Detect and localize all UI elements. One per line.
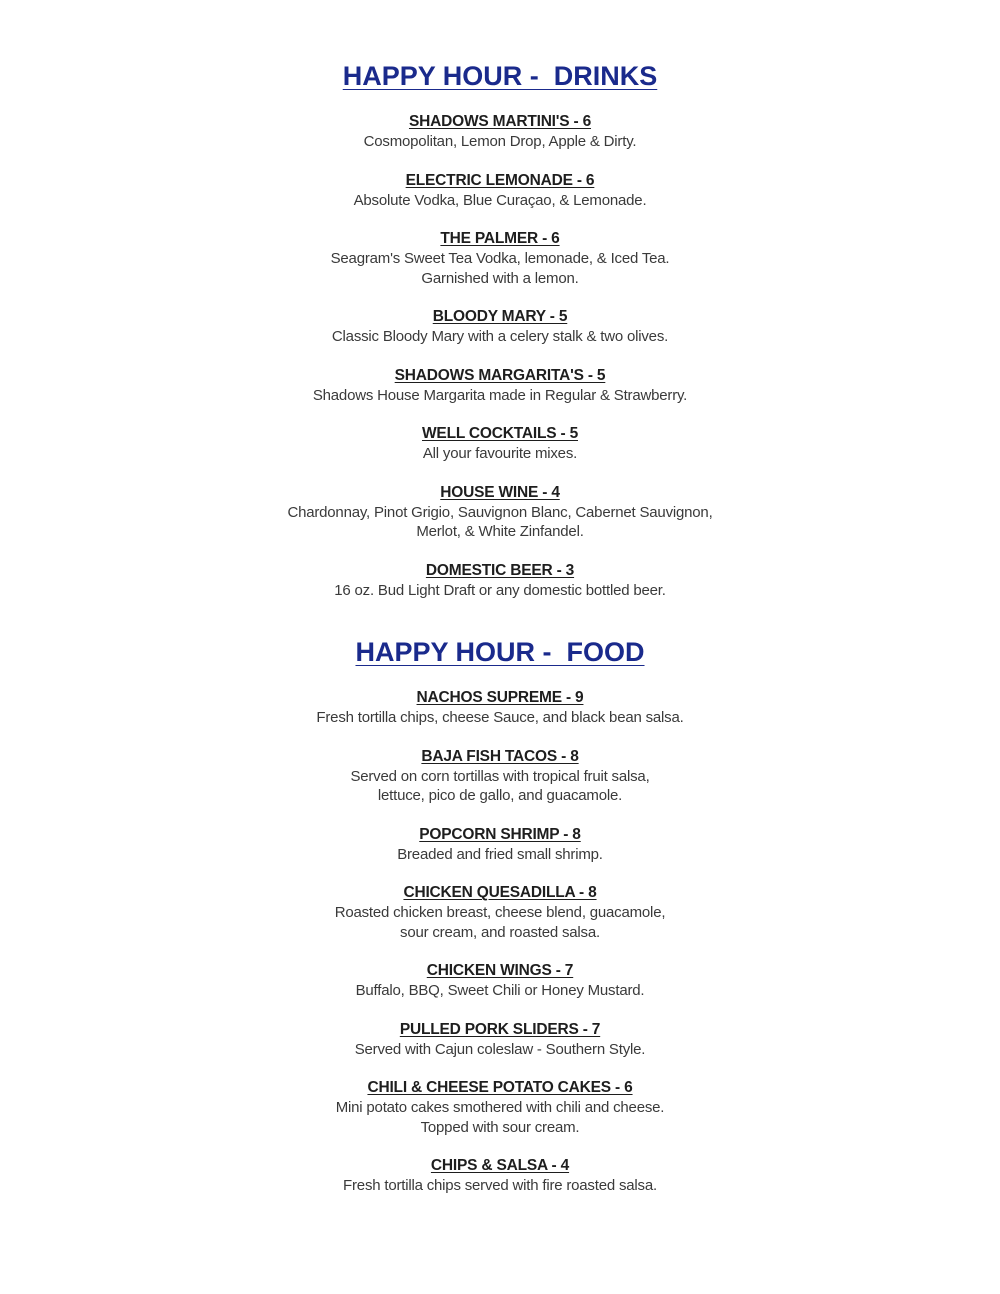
menu-item-title: SHADOWS MARTINI'S - 6	[408, 113, 592, 130]
menu-item	[0, 307, 1000, 347]
menu-item	[0, 483, 1000, 542]
menu-item	[0, 825, 1000, 865]
menu-item	[0, 112, 1000, 152]
menu-item	[0, 883, 1000, 942]
description-line: Buffalo, BBQ, Sweet Chili or Honey Mustard.	[355, 982, 645, 999]
menu-item	[0, 561, 1000, 601]
description-line: Shadows House Margarita made in Regular & Strawberry.	[312, 386, 688, 404]
menu-item-title: WELL COCKTAILS - 5	[422, 425, 578, 442]
menu-item	[0, 366, 1000, 406]
description-line: Chardonnay, Pinot Grigio, Sauvignon Blanc, Cabernet Sauvignon,	[287, 503, 713, 521]
menu-item-title: POPCORN SHRIMP - 8	[419, 825, 581, 843]
description-line: Served with Cajun coleslaw - Southern Style.	[354, 1040, 646, 1058]
description-line: Mini potato cakes smothered with chili and cheese.	[335, 1099, 665, 1116]
food-section-title: HAPPY HOUR - FOOD	[355, 637, 645, 667]
menu-item-title: DOMESTIC BEER - 3	[425, 561, 575, 579]
menu-item-title: SHADOWS MARGARITA'S - 5	[394, 366, 606, 384]
menu-item-description	[0, 191, 1000, 211]
description-line: Served on corn tortillas with tropical fruit salsa,	[350, 767, 650, 785]
menu-item-title: THE PALMER - 6	[440, 230, 560, 247]
menu-item	[0, 424, 1000, 464]
menu-item-description	[0, 767, 1000, 806]
drinks-section	[0, 58, 1000, 600]
description-line: Classic Bloody Mary with a celery stalk & two olives.	[331, 328, 669, 345]
menu-item-title: CHICKEN QUESADILLA - 8	[403, 884, 597, 901]
drinks-section-title: HAPPY HOUR - DRINKS	[342, 61, 658, 91]
menu-item-description	[0, 981, 1000, 1001]
menu-item	[0, 1156, 1000, 1196]
menu-item-description	[0, 845, 1000, 865]
menu-item-title: ELECTRIC LEMONADE - 6	[405, 171, 595, 189]
menu-item	[0, 1078, 1000, 1137]
menu-item-description	[0, 249, 1000, 288]
food-item-list	[0, 688, 1000, 1196]
menu-item-title: BLOODY MARY - 5	[432, 308, 568, 325]
menu-item-description	[0, 1098, 1000, 1137]
description-line: All your favourite mixes.	[422, 445, 578, 462]
menu-item-description	[0, 1040, 1000, 1060]
description-line: Roasted chicken breast, cheese blend, guacamole,	[334, 904, 666, 921]
menu-item-description	[0, 386, 1000, 406]
menu-item	[0, 229, 1000, 288]
menu-item-title: BAJA FISH TACOS - 8	[421, 747, 579, 765]
drinks-item-list	[0, 112, 1000, 600]
description-line: lettuce, pico de gallo, and guacamole.	[377, 787, 623, 804]
menu-item-description	[0, 581, 1000, 601]
menu-item	[0, 688, 1000, 728]
menu-item-title: HOUSE WINE - 4	[440, 483, 560, 501]
description-line: Absolute Vodka, Blue Curaçao, & Lemonade.	[353, 191, 647, 209]
menu-item-title: PULLED PORK SLIDERS - 7	[399, 1020, 601, 1038]
menu-item-title: CHICKEN WINGS - 7	[426, 962, 574, 979]
description-line: Breaded and fried small shrimp.	[397, 845, 603, 863]
menu-item	[0, 961, 1000, 1001]
description-line: Garnished with a lemon.	[421, 269, 579, 287]
description-line: Merlot, & White Zinfandel.	[416, 523, 584, 540]
description-line: 16 oz. Bud Light Draft or any domestic bottled beer.	[334, 581, 666, 599]
food-section	[0, 634, 1000, 1196]
description-line: Cosmopolitan, Lemon Drop, Apple & Dirty.	[363, 133, 637, 150]
menu-item-description	[0, 327, 1000, 347]
description-line: Seagram's Sweet Tea Vodka, lemonade, & Iced Tea.	[330, 250, 670, 267]
description-line: sour cream, and roasted salsa.	[400, 923, 600, 941]
menu-item	[0, 1020, 1000, 1060]
menu-item-description	[0, 1176, 1000, 1196]
menu-item-title: CHIPS & SALSA - 4	[430, 1157, 570, 1174]
menu-item-description	[0, 132, 1000, 152]
menu-item-title: NACHOS SUPREME - 9	[416, 689, 584, 706]
menu-item-description	[0, 708, 1000, 728]
description-line: Topped with sour cream.	[420, 1118, 580, 1136]
menu-item	[0, 171, 1000, 211]
description-line: Fresh tortilla chips, cheese Sauce, and black bean salsa.	[316, 709, 684, 726]
menu-item-description	[0, 903, 1000, 942]
description-line: Fresh tortilla chips served with fire roasted salsa.	[343, 1177, 657, 1194]
menu-item-description	[0, 444, 1000, 464]
menu-item-description	[0, 503, 1000, 542]
menu-item-title: CHILI & CHEESE POTATO CAKES - 6	[367, 1079, 633, 1096]
menu-item	[0, 747, 1000, 806]
